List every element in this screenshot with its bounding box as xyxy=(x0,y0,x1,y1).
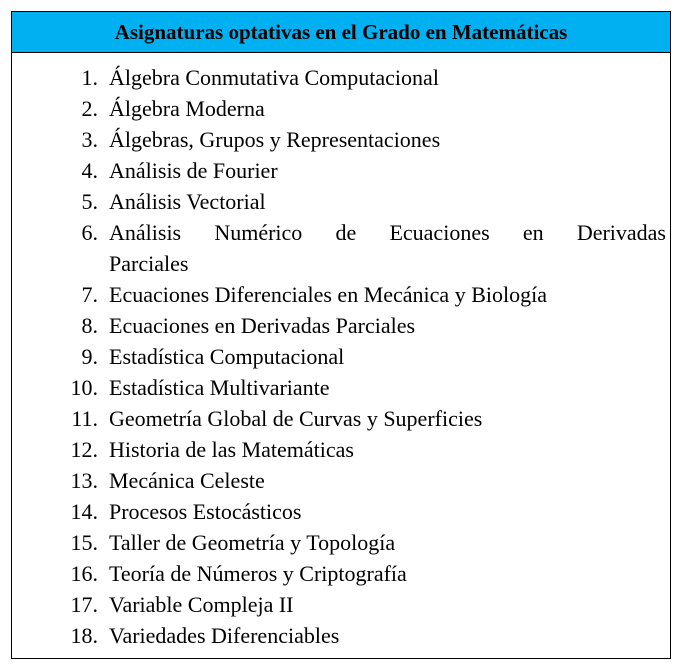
item-label: Historia de las Matemáticas xyxy=(109,437,354,462)
item-label: Taller de Geometría y Topología xyxy=(109,530,396,555)
table-title: Asignaturas optativas en el Grado en Matemáticas xyxy=(114,19,568,44)
item-label: Variedades Diferenciables xyxy=(109,623,340,648)
item-number: 4. xyxy=(81,158,98,183)
item-label: Álgebra Moderna xyxy=(109,96,265,121)
word: de xyxy=(335,220,357,245)
item-number: 1. xyxy=(81,65,98,90)
item-number: 9. xyxy=(81,344,98,369)
list-item xyxy=(12,279,670,310)
list-item xyxy=(12,155,670,186)
list-item xyxy=(12,341,670,372)
item-label: Análisis Vectorial xyxy=(109,189,266,214)
item-number: 17. xyxy=(70,592,98,617)
item-number: 13. xyxy=(70,468,98,493)
item-label: Análisis de Fourier xyxy=(109,158,278,183)
list-item xyxy=(12,124,670,155)
item-number: 12. xyxy=(70,437,98,462)
list-item xyxy=(12,372,670,403)
item-label-line-1 xyxy=(109,217,666,248)
item-label: Ecuaciones Diferenciales en Mecánica y Biología xyxy=(109,282,547,307)
list-item xyxy=(12,527,670,558)
item-label: Estadística Multivariante xyxy=(109,375,330,400)
list-item xyxy=(12,558,670,589)
list-item xyxy=(12,310,670,341)
word: Derivadas xyxy=(576,220,666,245)
list-item xyxy=(12,403,670,434)
item-label: Álgebras, Grupos y Representaciones xyxy=(109,127,441,152)
list-item xyxy=(12,496,670,527)
item-number: 5. xyxy=(81,189,98,214)
word: Análisis xyxy=(109,220,182,245)
item-number: 2. xyxy=(81,96,98,121)
list-item xyxy=(12,186,670,217)
subjects-table xyxy=(11,11,671,659)
item-number: 8. xyxy=(81,313,98,338)
item-number: 18. xyxy=(70,623,98,648)
item-number: 10. xyxy=(70,375,98,400)
item-label: Mecánica Celeste xyxy=(109,468,265,493)
list-item xyxy=(12,217,670,279)
item-number: 11. xyxy=(71,406,98,431)
item-label-line-2: Parciales xyxy=(109,251,189,276)
item-label: Variable Compleja II xyxy=(109,592,294,617)
item-number: 16. xyxy=(70,561,98,586)
item-label: Estadística Computacional xyxy=(109,344,345,369)
subject-list xyxy=(12,62,670,651)
word: en xyxy=(522,220,544,245)
list-item xyxy=(12,93,670,124)
item-number: 7. xyxy=(81,282,98,307)
list-item xyxy=(12,434,670,465)
item-label: Ecuaciones en Derivadas Parciales xyxy=(109,313,416,338)
list-item xyxy=(12,620,670,651)
item-number: 6. xyxy=(81,220,98,245)
item-number: 3. xyxy=(81,127,98,152)
item-label xyxy=(109,217,666,279)
item-label: Geometría Global de Curvas y Superficies xyxy=(109,406,483,431)
item-label: Álgebra Conmutativa Computacional xyxy=(109,65,439,90)
item-number: 14. xyxy=(70,499,98,524)
list-item xyxy=(12,589,670,620)
table-header xyxy=(12,12,670,53)
list-item xyxy=(12,62,670,93)
word: Ecuaciones xyxy=(389,220,490,245)
list-item xyxy=(12,465,670,496)
item-label: Procesos Estocásticos xyxy=(109,499,302,524)
item-label: Teoría de Números y Criptografía xyxy=(109,561,407,586)
word: Numérico xyxy=(214,220,303,245)
item-number: 15. xyxy=(70,530,98,555)
